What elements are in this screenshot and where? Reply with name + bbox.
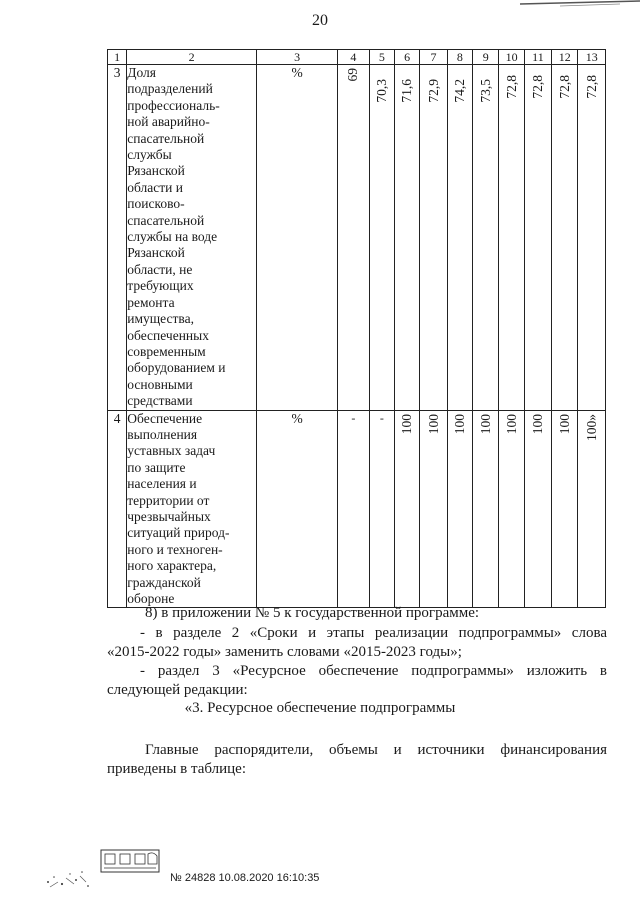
name-line: области и <box>127 179 183 195</box>
value-text: 74,2 <box>451 79 467 103</box>
name-line: Обеспечение <box>127 410 203 426</box>
name-line: имущества, <box>127 311 194 327</box>
name-line: службы <box>127 147 172 163</box>
value-text: 100 <box>477 413 493 434</box>
value-text: 100 <box>556 413 572 434</box>
value-cell: - <box>369 410 394 608</box>
header-cell: 6 <box>394 50 419 65</box>
value-text: 100 <box>425 413 441 434</box>
header-cell: 13 <box>578 50 606 65</box>
name-line: спасательной <box>127 212 205 228</box>
scan-noise-icon <box>40 862 100 892</box>
paragraph-item-8: 8) в приложении № 5 к государственной программе: <box>145 605 480 621</box>
value-cell <box>338 65 369 411</box>
name-line: Доля <box>127 65 156 80</box>
name-line: территории от <box>127 492 210 508</box>
name-line: спасательной <box>127 130 205 146</box>
paragraph-line: следующей редакции: <box>107 682 248 698</box>
header-cell: 3 <box>257 50 338 65</box>
name-line: уставных задач <box>127 443 216 459</box>
value-text: 70,3 <box>373 79 389 103</box>
value-cell <box>447 65 472 411</box>
document-registration-footer: № 24828 10.08.2020 16:10:35 <box>170 872 320 884</box>
table-header-row <box>108 50 606 65</box>
name-line: обороне <box>127 591 175 606</box>
value-text: 72,8 <box>583 75 599 99</box>
value-cell <box>499 410 524 608</box>
name-line: требующих <box>127 278 194 294</box>
header-cell: 8 <box>447 50 472 65</box>
value-cell <box>369 65 394 411</box>
name-line: Рязанской <box>127 245 185 261</box>
value-text: 100 <box>451 413 467 434</box>
registry-stamp-icon <box>100 848 162 874</box>
value-cell <box>552 65 578 411</box>
unit-cell: % <box>257 410 338 608</box>
indicator-name <box>127 410 257 608</box>
header-cell: 9 <box>473 50 499 65</box>
name-line: оборудованием и <box>127 360 226 376</box>
name-line: подразделений <box>127 81 213 97</box>
unit-cell: % <box>257 65 338 411</box>
header-cell: 10 <box>499 50 524 65</box>
name-line: ремонта <box>127 294 175 310</box>
value-text: 100 <box>529 413 545 434</box>
paragraph-line: - в разделе 2 «Сроки и этапы реализации подпрограммы» слова <box>140 625 607 641</box>
name-line: Рязанской <box>127 163 185 179</box>
name-line: основными <box>127 376 193 392</box>
name-line: службы на воде <box>127 229 218 245</box>
header-cell: 7 <box>420 50 447 65</box>
indicator-name <box>127 65 257 411</box>
row-number: 3 <box>108 65 127 411</box>
name-line: выполнения <box>127 426 198 442</box>
value-text: 72,8 <box>503 75 519 99</box>
row-number: 4 <box>108 410 127 608</box>
value-text: 72,8 <box>556 75 572 99</box>
name-line: средствами <box>127 393 193 409</box>
value-cell <box>578 65 606 411</box>
value-cell <box>552 410 578 608</box>
name-line: по защите <box>127 459 186 475</box>
name-line: профессиональ- <box>127 97 220 113</box>
value-cell <box>524 410 551 608</box>
name-line: ситуаций природ- <box>127 525 230 541</box>
value-cell <box>499 65 524 411</box>
value-cell <box>447 410 472 608</box>
value-text: 100» <box>583 413 599 441</box>
value-cell <box>473 410 499 608</box>
name-line: современным <box>127 343 206 359</box>
header-cell: 5 <box>369 50 394 65</box>
name-line: ной аварийно- <box>127 114 210 130</box>
header-cell: 4 <box>338 50 369 65</box>
value-text: 72,9 <box>425 79 441 103</box>
name-line: обеспеченных <box>127 327 209 343</box>
name-line: области, не <box>127 261 193 277</box>
name-line: поисково- <box>127 196 185 212</box>
indicators-table <box>107 49 606 608</box>
header-cell: 1 <box>108 50 127 65</box>
paragraph-line: «2015-2022 годы» заменить словами «2015-2023 годы»; <box>107 644 462 660</box>
paragraph-line: - раздел 3 «Ресурсное обеспечение подпрограммы» изложить в <box>140 663 607 679</box>
name-line: ного и техноген- <box>127 541 223 557</box>
name-line: чрезвычайных <box>127 508 211 524</box>
value-cell <box>524 65 551 411</box>
value-text: 71,6 <box>399 79 415 103</box>
value-cell <box>420 65 447 411</box>
value-text: 72,8 <box>529 75 545 99</box>
header-cell: 12 <box>552 50 578 65</box>
value-text: 100 <box>503 413 519 434</box>
name-line: гражданской <box>127 574 201 590</box>
value-cell <box>578 410 606 608</box>
value-cell: - <box>338 410 369 608</box>
section-heading: «3. Ресурсное обеспечение подпрограммы <box>184 700 456 716</box>
paragraph-line: Главные распорядители, объемы и источники финансирования <box>145 742 607 758</box>
value-cell <box>394 410 419 608</box>
value-cell <box>473 65 499 411</box>
table-row <box>108 410 606 608</box>
name-line: населения и <box>127 476 197 492</box>
name-line: ного характера, <box>127 558 217 574</box>
table-row <box>108 65 606 411</box>
value-cell <box>420 410 447 608</box>
value-cell <box>394 65 419 411</box>
paragraph-line: приведены в таблице: <box>107 761 247 777</box>
page-number: 20 <box>312 12 328 29</box>
header-cell: 2 <box>127 50 257 65</box>
value-text: 73,5 <box>477 79 493 103</box>
header-cell: 11 <box>524 50 551 65</box>
value-text: 69 <box>345 68 361 82</box>
value-text: 100 <box>399 413 415 434</box>
